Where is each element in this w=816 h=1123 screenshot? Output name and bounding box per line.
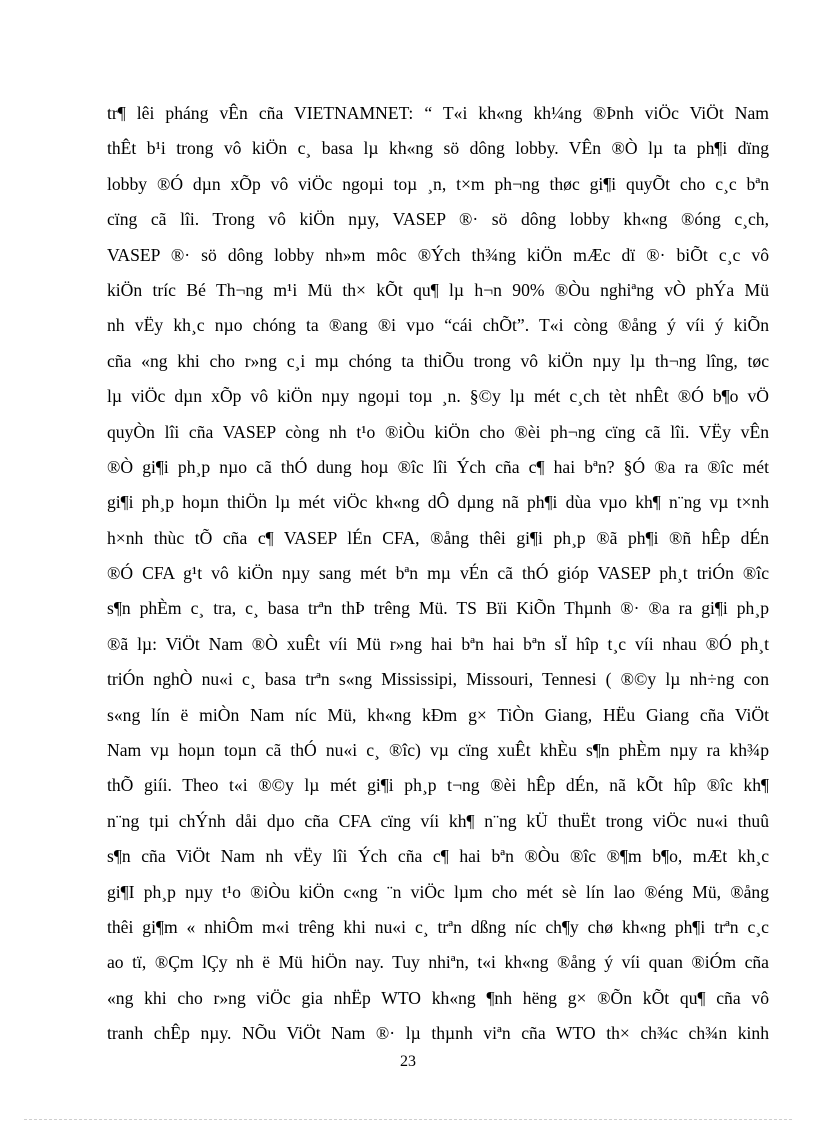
text-line: gi¶I ph¸p nµy t¹o ®iÒu kiÖn c«ng ¨n viÖc lµm cho mét sè lín lao ®éng Mü, ®ång (107, 881, 769, 902)
text-line: gi¶i ph¸p hoµn thiÖn lµ mét viÖc kh«ng dÔ dµng nã ph¶i dùa vµo kh¶ n¨ng vµ t×nh (107, 492, 769, 513)
text-line: ®Ó CFA g¹t vô kiÖn nµy sang mét bªn mµ vÉn cã thÓ gióp VASEP ph¸t triÓn ®îc (107, 563, 769, 584)
text-line: Nam vµ hoµn toµn cã thÓ nu«i c¸ ®îc) vµ cïng xuÊt khÈu s¶n phÈm nµy ra kh¾p (107, 740, 769, 761)
text-line: quyÒn lîi cña VASEP còng nh t¹o ®iÒu kiÖn cho ®èi ph¬ng cïng cã lîi. VËy vÊn (107, 421, 769, 442)
text-line: ®ã lµ: ViÖt Nam ®Ò xuÊt víi Mü r»ng hai bªn hai bªn sÏ hîp t¸c víi nhau ®Ó ph¸t (107, 633, 769, 654)
text-line: ®Ò gi¶i ph¸p nµo cã thÓ dung hoµ ®îc lîi Ých cña c¶ hai bªn? §Ó ®a ra ®îc mét (107, 456, 769, 477)
text-line: «ng khi cho r»ng viÖc gia nhËp WTO kh«ng ¶nh hëng g× ®Õn kÕt qu¶ cña vô (107, 987, 769, 1008)
text-line: cña «ng khi cho r»ng c¸i mµ chóng ta thiÕu trong vô kiÖn nµy lµ th¬ng lîng, tøc (107, 350, 769, 371)
text-line: tranh chÊp nµy. NÕu ViÖt Nam ®· lµ thµnh viªn cña WTO th× ch¾c ch¾n kinh (107, 1023, 769, 1044)
text-line: thÕ giíi. Theo t«i ®©y lµ mét gi¶i ph¸p t¬ng ®èi hÊp dÉn, nã kÕt hîp ®îc kh¶ (107, 775, 769, 796)
text-line: n¨ng tµi chÝnh dåi dµo cña CFA cïng víi kh¶ n¨ng kÜ thuËt trong viÖc nu«i thuû (107, 810, 769, 831)
text-line: thêi gi¶m « nhiÔm m«i trêng khi nu«i c¸ trªn dßng níc ch¶y chø kh«ng ph¶i trªn c¸c (107, 916, 769, 937)
body-text (107, 96, 769, 1052)
text-line: VASEP ®· sö dông lobby nh»m môc ®Ých th¾ng kiÖn mÆc dï ®· biÕt c¸c vô (107, 244, 769, 265)
text-line: h×nh thùc tÕ cña c¶ VASEP lÉn CFA, ®ång thêi gi¶i ph¸p ®ã ph¶i ®ñ hÊp dÉn (107, 527, 769, 548)
text-line: ao tï, ®Çm lÇy nh ë Mü hiÖn nay. Tuy nhiªn, t«i kh«ng ®ång ý víi quan ®iÓm cña (107, 952, 769, 973)
text-line: tr¶ lêi pháng vÊn cña VIETNAMNET: “ T«i kh«ng kh¼ng ®Þnh viÖc ViÖt Nam (107, 103, 769, 123)
text-line: s¶n cña ViÖt Nam nh vËy lîi Ých cña c¶ hai bªn ®Òu ®îc ®¶m b¶o, mÆt kh¸c (107, 846, 769, 867)
text-line: kiÖn tríc Bé Th¬ng m¹i Mü th× kÕt qu¶ lµ h¬n 90% ®Òu nghiªng vÒ phÝa Mü (107, 279, 769, 300)
page-bottom-divider (24, 1119, 792, 1120)
text-line: s«ng lín ë miÒn Nam níc Mü, kh«ng kÐm g× TiÒn Giang, HËu Giang cña ViÖt (107, 704, 769, 725)
text-line: cïng cã lîi. Trong vô kiÖn nµy, VASEP ®· sö dông lobby kh«ng ®óng c¸ch, (107, 209, 769, 230)
text-line: s¶n phÈm c¸ tra, c¸ basa trªn thÞ trêng Mü. TS Bïi KiÕn Thµnh ®· ®a ra gi¶i ph¸p (107, 598, 769, 619)
text-line: nh vËy kh¸c nµo chóng ta ®ang ®i vµo “cái chÕt”. T«i còng ®ång ý víi ý kiÕn (107, 315, 769, 336)
text-line: triÓn nghÒ nu«i c¸ basa trªn s«ng Mississipi, Missouri, Tennesi ( ®©y lµ nh÷ng con (107, 669, 769, 690)
page-number: 23 (400, 1053, 416, 1070)
text-line: lobby ®Ó dµn xÕp vô viÖc ngoµi toµ ¸n, t×m ph¬ng thøc gi¶i quyÕt cho c¸c bªn (107, 173, 769, 194)
text-line: thÊt b¹i trong vô kiÖn c¸ basa lµ kh«ng sö dông lobby. VÊn ®Ò lµ ta ph¶i dïng (107, 138, 769, 159)
text-line: lµ viÖc dµn xÕp vô kiÖn nµy ngoµi toµ ¸n. §©y lµ mét c¸ch tèt nhÊt ®Ó b¶o vÖ (107, 386, 769, 407)
